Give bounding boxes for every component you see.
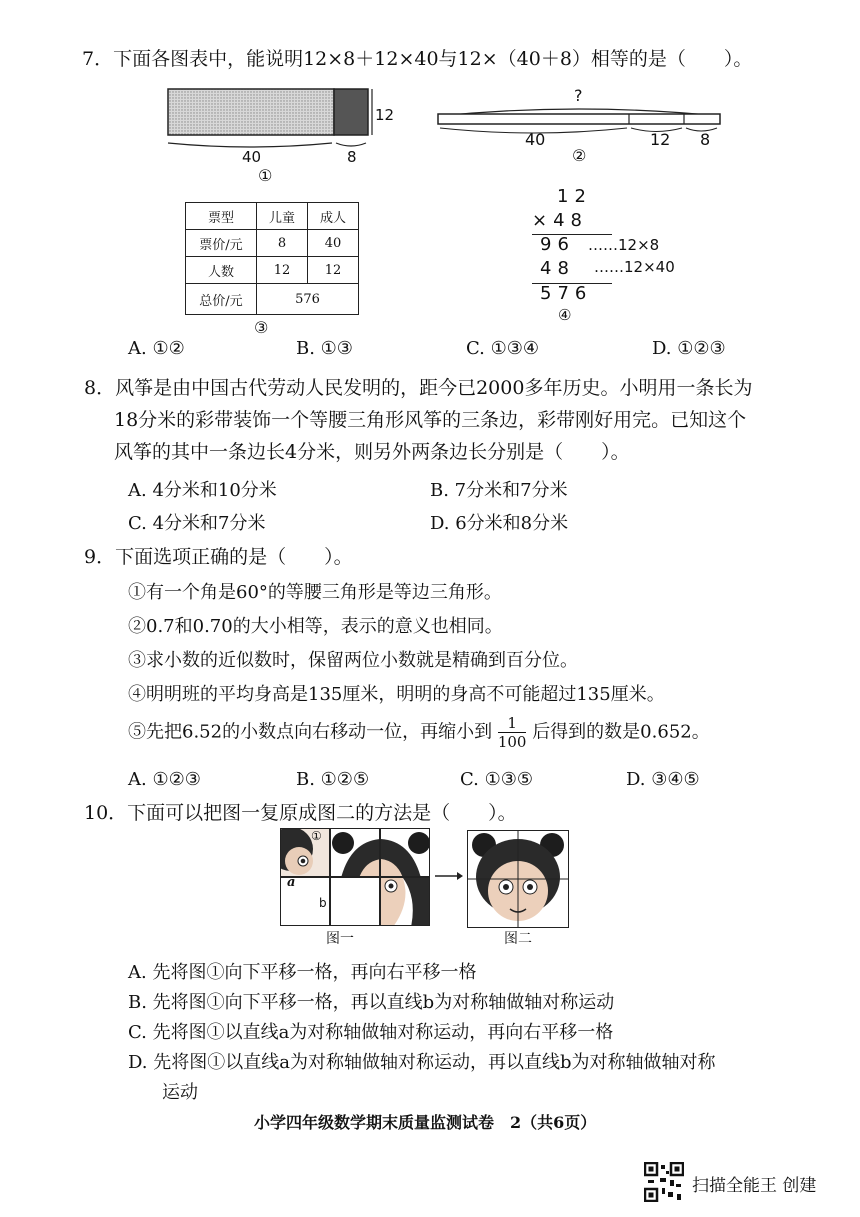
fig2-label-b: 12: [650, 130, 671, 149]
q10-option-a[interactable]: A. 先将图①向下平移一格，再向右平移一格: [128, 962, 477, 983]
fig2-label-a: 40: [525, 130, 546, 149]
q8-line-1: 8．风筝是由中国古代劳动人民发明的，距今已2000多年历史。小明用一条长为: [84, 377, 753, 399]
q8-option-d[interactable]: D. 6分米和8分米: [430, 513, 569, 534]
q9-option-d[interactable]: D. ③④⑤: [626, 769, 700, 790]
q7-option-b[interactable]: B. ①③: [296, 338, 353, 359]
calc-note-1: ……12×8: [588, 236, 660, 254]
figure-two-grid: [467, 830, 569, 928]
fig1-right-label: 8: [347, 148, 357, 166]
face-bottom-right-icon: [381, 878, 430, 926]
table-header: 票型: [186, 203, 257, 230]
grid-cell-6: [380, 877, 430, 926]
q8-option-b[interactable]: B. 7分米和7分米: [430, 480, 568, 501]
table-cell: 12: [308, 257, 359, 284]
q7-stem: 7．下面各图表中，能说明12×8＋12×40与12×（40＋8）相等的是（ ）。: [82, 48, 753, 70]
q9-item-5-text-b: 后得到的数是0.652。: [532, 721, 710, 743]
q7-option-c[interactable]: C. ①③④: [466, 338, 539, 359]
face-piece-icon: [281, 829, 330, 877]
page-footer: 小学四年级数学期末质量监测试卷 2（共6页）: [254, 1113, 597, 1132]
fig1-mark: ①: [258, 166, 273, 185]
grid-cell-2: [330, 828, 380, 877]
q9-item-5: [128, 714, 710, 751]
q7-figure-3: [185, 202, 359, 315]
table-cell: 576: [257, 284, 359, 315]
q9-item-1: ①有一个角是60°的等腰三角形是等边三角形。: [128, 582, 502, 603]
grid-cell-3: [380, 828, 430, 877]
figure-one-grid: [280, 828, 430, 926]
calc-line-2: ×48: [532, 210, 588, 231]
qr-code-icon: [644, 1162, 684, 1202]
q8-option-c[interactable]: C. 4分米和7分米: [128, 513, 266, 534]
table-cell: 总价/元: [186, 284, 257, 315]
table-cell: 8: [257, 230, 308, 257]
q10-option-c[interactable]: C. 先将图①以直线a为对称轴做轴对称运动，再向右平移一格: [128, 1022, 614, 1043]
fig2-label-c: 8: [700, 130, 711, 149]
table-cell: 12: [257, 257, 308, 284]
fig2-question: ?: [574, 86, 583, 105]
q7-option-a[interactable]: A. ①②: [128, 338, 185, 359]
face-top-left-icon: [331, 829, 380, 877]
calc-line-1: 12: [557, 186, 592, 207]
fig1-side-label: 12: [375, 106, 395, 124]
arrow-right-icon: [433, 870, 463, 882]
q9-item-5-text-a: ⑤先把6.52的小数点向右移动一位，再缩小到: [128, 721, 493, 743]
table-cell: 人数: [186, 257, 257, 284]
piece-mark: ①: [311, 829, 322, 843]
q10-stem: 10．下面可以把图一复原成图二的方法是（ ）。: [84, 802, 517, 824]
q10-option-d[interactable]: D. 先将图①以直线a为对称轴做轴对称运动，再以直线b为对称轴做轴对称: [128, 1052, 716, 1073]
calc-line-3: 96: [540, 234, 575, 255]
face-top-right-icon: [381, 829, 430, 877]
q9-item-4: ④明明班的平均身高是135厘米，明明的身高不可能超过135厘米。: [128, 684, 665, 705]
complete-face-icon: [468, 831, 568, 927]
fig2-mark: ②: [572, 146, 587, 165]
q10-option-b[interactable]: B. 先将图①向下平移一格，再以直线b为对称轴做轴对称运动: [128, 992, 615, 1013]
table-cell: 40: [308, 230, 359, 257]
fraction: [498, 714, 527, 751]
table-cell: 票价/元: [186, 230, 257, 257]
fig4-mark: ④: [558, 306, 572, 324]
q9-stem: 9．下面选项正确的是（ ）。: [84, 546, 353, 568]
fig3-mark: ③: [254, 318, 269, 337]
table-header: 儿童: [257, 203, 308, 230]
q8-line-2: 18分米的彩带装饰一个等腰三角形风筝的三条边，彩带刚好用完。已知这个: [114, 409, 747, 431]
line-a-label: a: [287, 875, 296, 890]
calc-line-4: 48: [540, 258, 575, 279]
q10-option-d-continued: 运动: [162, 1082, 198, 1103]
calc-note-2: ……12×40: [594, 258, 675, 276]
table-header: 成人: [308, 203, 359, 230]
q9-option-b[interactable]: B. ①②⑤: [296, 769, 370, 790]
calc-line-5: 576: [540, 283, 593, 304]
grid-cell-1: [280, 828, 330, 877]
q9-item-3: ③求小数的近似数时，保留两位小数就是精确到百分位。: [128, 650, 578, 671]
q8-option-a[interactable]: A. 4分米和10分米: [128, 480, 277, 501]
ticket-table: [185, 202, 359, 315]
q9-item-2: ②0.7和0.70的大小相等，表示的意义也相同。: [128, 616, 503, 637]
figure-one-caption: 图一: [326, 931, 354, 947]
q7-option-d[interactable]: D. ①②③: [652, 338, 726, 359]
watermark-text: 扫描全能王 创建: [692, 1176, 817, 1196]
grid-cell-5: [319, 877, 380, 926]
fig1-left-label: 40: [242, 148, 262, 166]
bar-model-figure: [160, 85, 405, 185]
q9-option-c[interactable]: C. ①③⑤: [460, 769, 533, 790]
figure-two-caption: 图二: [504, 931, 532, 947]
fraction-denominator: 100: [497, 733, 527, 751]
q8-line-3: 风筝的其中一条边长4分米，则另外两条边长分别是（ ）。: [114, 441, 630, 463]
q9-option-a[interactable]: A. ①②③: [128, 769, 201, 790]
fraction-numerator: 1: [498, 714, 527, 733]
line-b-label: b: [319, 896, 327, 910]
